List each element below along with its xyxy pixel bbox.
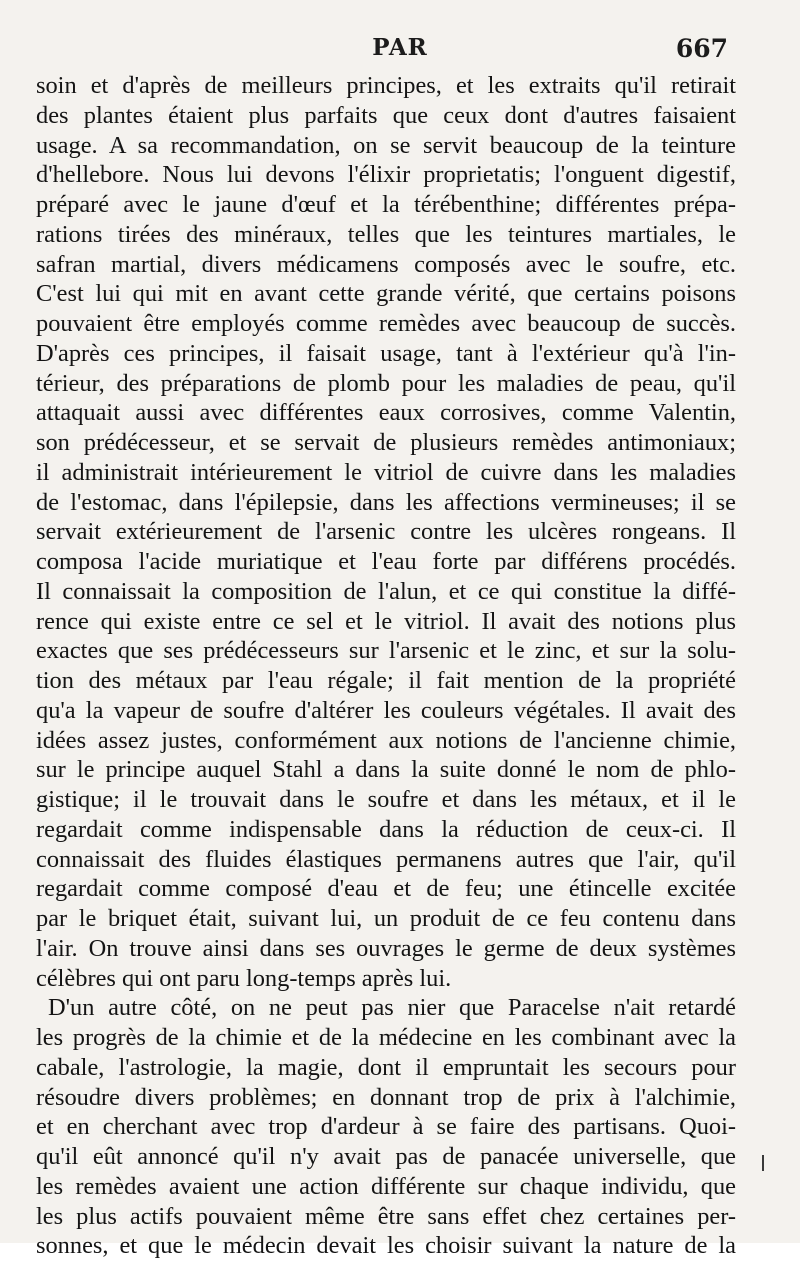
text-line: d'hellebore. Nous lui devons l'élixir proprietatis; l'onguent digestif,	[36, 161, 736, 189]
text-line: servait extérieurement de l'arsenic contre les ulcères rongeans. Il	[36, 518, 736, 546]
text-line: regardait comme indispensable dans la réduction de ceux-ci. Il	[36, 815, 736, 843]
text-line: les plus actifs pouvaient même être sans effet chez certaines per-	[36, 1202, 736, 1230]
text-line: Il connaissait la composition de l'alun, et ce qui constitue la diffé-	[36, 577, 736, 605]
text-line: tion des métaux par l'eau régale; il fait mention de la propriété	[36, 667, 736, 694]
text-line: et en cherchant avec trop d'ardeur à se faire des partisans. Quoi-	[36, 1113, 736, 1141]
text-line: exactes que ses prédécesseurs sur l'arsenic et le zinc, et sur la solu-	[36, 637, 736, 665]
text-line: préparé avec le jaune d'œuf et la térébenthine; différentes prépa-	[36, 191, 736, 218]
text-line: soin et d'après de meilleurs principes, et les extraits qu'il retirait	[36, 72, 736, 99]
text-line: rence qui existe entre ce sel et le vitriol. Il avait des notions plus	[36, 607, 736, 635]
margin-mark	[762, 1155, 764, 1171]
text-line: qu'a la vapeur de soufre d'altérer les couleurs végétales. Il avait des	[36, 696, 736, 724]
text-line: des plantes étaient plus parfaits que ceux dont d'autres faisaient	[36, 101, 736, 129]
text-line: par le briquet était, suivant lui, un produit de ce feu contenu dans	[36, 905, 736, 932]
text-line: C'est lui qui mit en avant cette grande vérité, que certains poisons	[36, 280, 736, 308]
running-header	[0, 20, 800, 64]
text-line: térieur, des préparations de plomb pour les maladies de peau, qu'il	[36, 369, 736, 397]
running-title: PAR	[372, 34, 428, 61]
text-line: son prédécesseur, et se servait de plusieurs remèdes antimoniaux;	[36, 429, 736, 456]
text-line: attaquait aussi avec différentes eaux corrosives, comme Valentin,	[36, 399, 736, 427]
text-line: cabale, l'astrologie, la magie, dont il empruntait les secours pour	[36, 1053, 736, 1081]
text-line: gistique; il le trouvait dans le soufre et dans les métaux, et il le	[36, 786, 736, 813]
text-line: il administrait intérieurement le vitriol de cuivre dans les maladies	[36, 458, 736, 486]
text-line: idées assez justes, conformément aux notions de l'ancienne chimie,	[36, 726, 736, 754]
text-line: pouvaient être employés comme remèdes avec beaucoup de succès.	[36, 310, 736, 337]
body-text	[36, 71, 736, 1261]
text-line: résoudre divers problèmes; en donnant trop de prix à l'alchimie,	[36, 1083, 736, 1111]
text-line: qu'il eût annoncé qu'il n'y avait pas de panacée universelle, que	[36, 1143, 736, 1170]
text-line: les remèdes avaient une action différente sur chaque individu, que	[36, 1172, 736, 1200]
text-line: D'après ces principes, il faisait usage, tant à l'extérieur qu'à l'in-	[36, 339, 736, 367]
text-line: les progrès de la chimie et de la médecine en les combinant avec la	[36, 1024, 736, 1051]
text-line: safran martial, divers médicamens composés avec le soufre, etc.	[36, 250, 736, 278]
text-line: de l'estomac, dans l'épilepsie, dans les affections vermineuses; il se	[36, 488, 736, 516]
text-line: sonnes, et que le médecin devait les choisir suivant la nature de la	[36, 1232, 736, 1260]
text-line: l'air. On trouve ainsi dans ses ouvrages le germe de deux systèmes	[36, 934, 736, 962]
paragraph-start-line: D'un autre côté, on ne peut pas nier que Paracelse n'ait retardé	[48, 994, 736, 1022]
text-line: sur le principe auquel Stahl a dans la suite donné le nom de phlo-	[36, 756, 736, 784]
text-line: connaissait des fluides élastiques permanens autres que l'air, qu'il	[36, 845, 736, 873]
text-line: composa l'acide muriatique et l'eau forte par différens procédés.	[36, 548, 736, 575]
paragraph-end-line: célèbres qui ont paru long-temps après lui.	[36, 964, 452, 992]
text-line: regardait comme composé d'eau et de feu; une étincelle excitée	[36, 875, 736, 903]
page-number: 667	[675, 34, 728, 63]
text-line: usage. A sa recommandation, on se servit beaucoup de la teinture	[36, 131, 736, 159]
text-line: rations tirées des minéraux, telles que les teintures martiales, le	[36, 220, 736, 248]
